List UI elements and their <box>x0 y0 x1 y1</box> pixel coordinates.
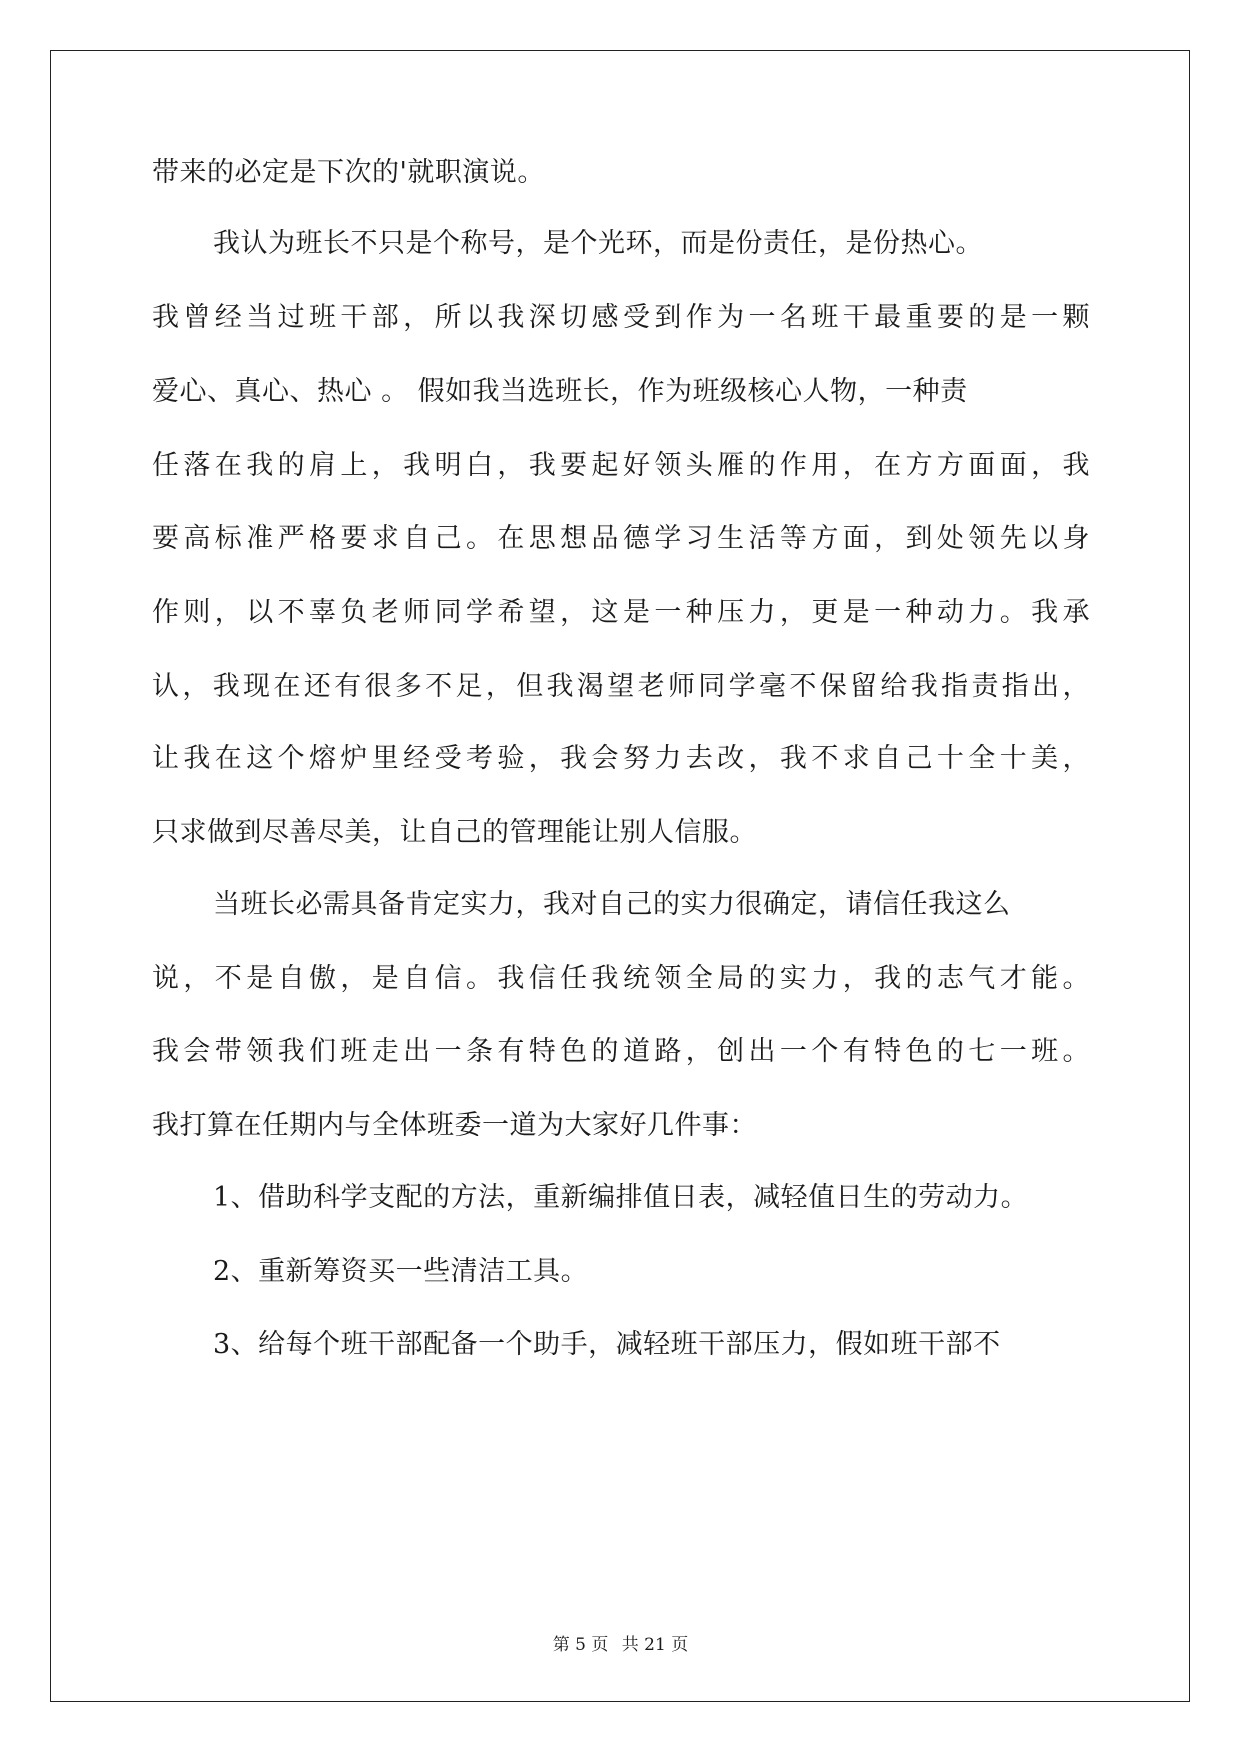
paragraph-line: 任落在我的肩上，我明白，我要起好领头雁的作用，在方方面面，我 <box>152 450 1090 481</box>
list-item: 3、给每个班干部配备一个助手，减轻班干部压力，假如班干部不 <box>213 1329 1001 1360</box>
paragraph-line: 当班长必需具备肯定实力，我对自己的实力很确定，请信任我这么 <box>213 889 1011 920</box>
list-item: 1、借助科学支配的方法，重新编排值日表，减轻值日生的劳动力。 <box>213 1182 1029 1213</box>
paragraph-line: 说，不是自傲，是自信。我信任我统领全局的实力，我的志气才能。 <box>152 963 1090 994</box>
page-number: 第 5 页 <box>552 1635 609 1655</box>
paragraph-line: 要高标准严格要求自己。在思想品德学习生活等方面，到处领先以身 <box>152 523 1090 554</box>
page-footer <box>0 1630 1241 1655</box>
paragraph-line: 我会带领我们班走出一条有特色的道路，创出一个有特色的七一班。 <box>152 1036 1090 1067</box>
paragraph-line: 让我在这个熔炉里经受考验，我会努力去改，我不求自己十全十美， <box>152 743 1090 774</box>
paragraph-line: 带来的必定是下次的'就职演说。 <box>152 157 545 188</box>
paragraph-line: 作则，以不辜负老师同学希望，这是一种压力，更是一种动力。我承 <box>152 597 1090 628</box>
list-item: 2、重新筹资买一些清洁工具。 <box>213 1256 589 1287</box>
paragraph-line: 我认为班长不只是个称号，是个光环，而是份责任，是份热心。 <box>213 228 983 259</box>
paragraph-line: 只求做到尽善尽美，让自己的管理能让别人信服。 <box>152 817 757 848</box>
paragraph-line: 我打算在任期内与全体班委一道为大家好几件事： <box>152 1110 757 1141</box>
paragraph-line: 爱心、真心、热心 。 假如我当选班长，作为班级核心人物，一种责 <box>152 376 968 407</box>
paragraph-line: 认，我现在还有很多不足，但我渴望老师同学毫不保留给我指责指出， <box>152 671 1090 702</box>
page-total: 共 21 页 <box>621 1635 689 1655</box>
page-border <box>50 50 1190 1702</box>
paragraph-line: 我曾经当过班干部，所以我深切感受到作为一名班干最重要的是一颗 <box>152 302 1090 333</box>
